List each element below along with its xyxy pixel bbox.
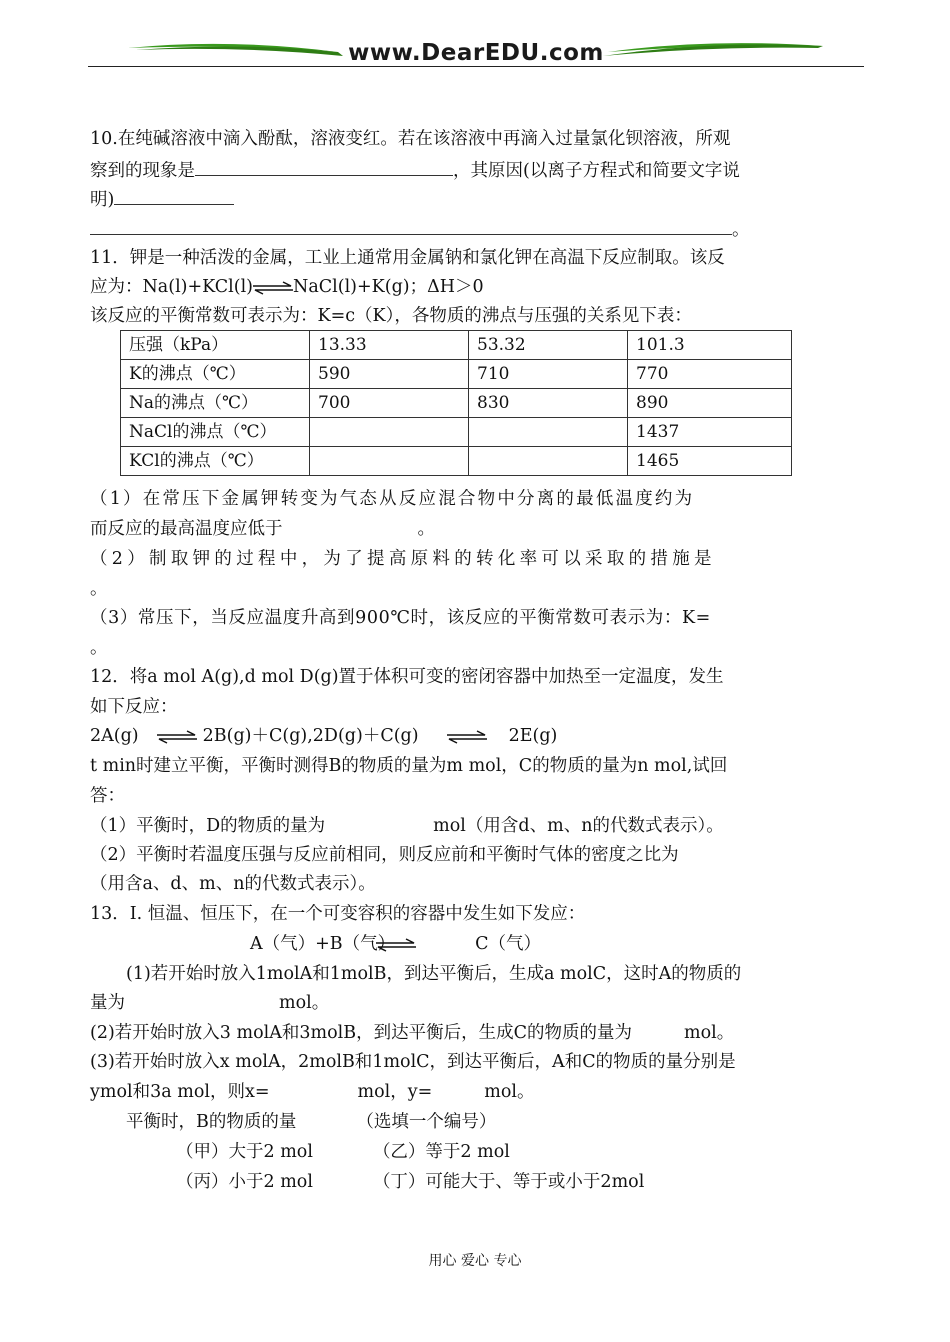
q13-text: 平衡时，B的物质的量 [126, 1112, 297, 1132]
table-cell: 13.33 [310, 331, 469, 360]
q13-option-d: （丁）可能大于、等于或小于2mol [372, 1172, 645, 1192]
header-site-name: www.DearEDU.com [348, 40, 604, 66]
q13-option-b: （乙）等于2 mol [372, 1142, 510, 1162]
q11-part2-line2: 。 [90, 579, 108, 599]
table-cell: 101.3 [628, 331, 792, 360]
q10-text: ，其原因(以离子方程式和简要文字说 [453, 161, 740, 181]
q11-text: 。 [417, 519, 435, 539]
q12-line4: t min时建立平衡，平衡时测得B的物质的量为m mol，C的物质的量为n mol,试回 [90, 756, 728, 776]
q10-text: 察到的现象是 [90, 161, 195, 181]
table-cell: 830 [469, 389, 628, 418]
q11-line2 [90, 276, 484, 298]
table-cell: NaCl的沸点（℃） [121, 418, 310, 447]
q10-line2 [90, 157, 740, 182]
header-rule [88, 66, 864, 67]
q11-line3: 该反应的平衡常数可表示为：K=c（K），各物质的沸点与压强的关系见下表： [90, 306, 692, 326]
q12-text: mol（用含d、m、n的代数式表示）。 [433, 816, 724, 836]
q13-part1-line2 [90, 992, 329, 1014]
table-row [121, 360, 792, 389]
q13-text: A（气）+B（气） [250, 934, 396, 954]
q12-part2-line2: （用含a、d、m、n的代数式表示）。 [90, 874, 376, 894]
equilibrium-arrow-icon [151, 730, 203, 744]
q13-text: mol。 [683, 1023, 735, 1043]
q11-text: 应为：Na(l)+KCl(l) [90, 277, 254, 297]
equilibrium-arrow-icon [441, 730, 493, 744]
q13-text: mol，y= [357, 1082, 433, 1102]
q11-part2-line1: （2）制取钾的过程中，为了提高原料的转化率可以采取的措施是 [90, 549, 716, 569]
table-cell: KCl的沸点（℃） [121, 447, 310, 476]
boiling-point-table [120, 330, 792, 476]
q13-line1: 13．I. 恒温、恒压下，在一个可变容积的容器中发生如下发应： [90, 904, 586, 924]
q13-part3-line1: (3)若开始时放入x molA，2molB和1molC，到达平衡后，A和C的物质的量分别是 [90, 1052, 736, 1072]
table-row [121, 418, 792, 447]
q13-text: 量为 [90, 993, 125, 1013]
table-cell [469, 447, 628, 476]
q11-part3-line2: 。 [90, 638, 108, 658]
q13-text: mol。 [279, 993, 330, 1013]
table-cell: 1465 [628, 447, 792, 476]
q13-options-row2 [176, 1171, 644, 1193]
q12-line2: 如下反应： [90, 697, 178, 717]
q12-line5: 答： [90, 786, 125, 806]
q12-text: 2B(g)＋C(g),2D(g)＋C(g) [202, 726, 419, 746]
q13-text: ymol和3a mol，则x= [90, 1082, 270, 1102]
q12-part2-line1: （2）平衡时若温度压强与反应前相同，则反应前和平衡时气体的密度之比为 [90, 845, 679, 865]
q12-text: 2E(g) [508, 726, 558, 746]
q13-text: （选填一个编号） [356, 1112, 497, 1132]
page-footer: 用心 爱心 专心 [428, 1253, 522, 1269]
q10-line3 [90, 186, 234, 211]
q13-option-a: （甲）大于2 mol [176, 1142, 313, 1162]
table-cell: 700 [310, 389, 469, 418]
equilibrium-arrow-icon [253, 281, 293, 295]
q10-line1: 10.在纯碱溶液中滴入酚酞，溶液变红。若在该溶液中再滴入过量氯化钡溶液，所观 [90, 129, 731, 149]
table-cell [310, 447, 469, 476]
q11-text: NaCl(l)+K(g)；ΔH＞0 [293, 277, 484, 297]
q10-text: 。 [732, 220, 750, 240]
table-cell: 890 [628, 389, 792, 418]
q12-text: 2A(g) [90, 726, 139, 746]
table-cell: 压强（kPa） [121, 331, 310, 360]
q13-text: C（气） [475, 934, 542, 954]
q12-text: （1）平衡时，D的物质的量为 [90, 816, 326, 836]
q13-option-c: （丙）小于2 mol [176, 1172, 313, 1192]
q11-text: 而反应的最高温度应低于 [90, 519, 283, 539]
q12-equation [90, 725, 557, 747]
q13-equation [250, 933, 541, 955]
q10-line4 [90, 216, 750, 241]
table-row [121, 331, 792, 360]
table-cell: 53.32 [469, 331, 628, 360]
table-row [121, 447, 792, 476]
q12-part1 [90, 815, 724, 837]
q10-reason-blank-2 [90, 216, 732, 235]
q10-reason-blank [114, 186, 234, 205]
table-cell: K的沸点（℃） [121, 360, 310, 389]
q13-text: mol。 [484, 1082, 535, 1102]
table-cell: 770 [628, 360, 792, 389]
q11-part3-line1: （3）常压下，当反应温度升高到900℃时，该反应的平衡常数可表示为：K= [90, 608, 711, 628]
table-cell: Na的沸点（℃） [121, 389, 310, 418]
q10-text: 明) [90, 190, 115, 210]
equilibrium-arrow-icon [373, 938, 419, 952]
table-cell: 710 [469, 360, 628, 389]
q13-text: (2)若开始时放入3 molA和3molB，到达平衡后，生成C的物质的量为 [90, 1023, 632, 1043]
q11-line1: 11．钾是一种活泼的金属，工业上通常用金属钠和氯化钾在高温下反应制取。该反 [90, 248, 725, 268]
q11-part1-line1: （1）在常压下金属钾转变为气态从反应混合物中分离的最低温度约为 [90, 489, 695, 509]
table-cell: 1437 [628, 418, 792, 447]
q13-part2 [90, 1022, 734, 1044]
page-header [88, 30, 864, 70]
q11-part1-line2 [90, 518, 435, 540]
table-cell: 590 [310, 360, 469, 389]
q10-answer-blank [195, 157, 453, 176]
q13-part4 [126, 1111, 496, 1133]
table-cell [469, 418, 628, 447]
table-cell [310, 418, 469, 447]
table-row [121, 389, 792, 418]
q13-part1-line1: (1)若开始时放入1molA和1molB，到达平衡后，生成a molC，这时A的物质的 [126, 964, 742, 984]
q12-line1: 12．将a mol A(g),d mol D(g)置于体积可变的密闭容器中加热至一定温度，发生 [90, 667, 724, 687]
q13-options-row1 [176, 1141, 510, 1163]
q13-part3-line2 [90, 1081, 535, 1103]
